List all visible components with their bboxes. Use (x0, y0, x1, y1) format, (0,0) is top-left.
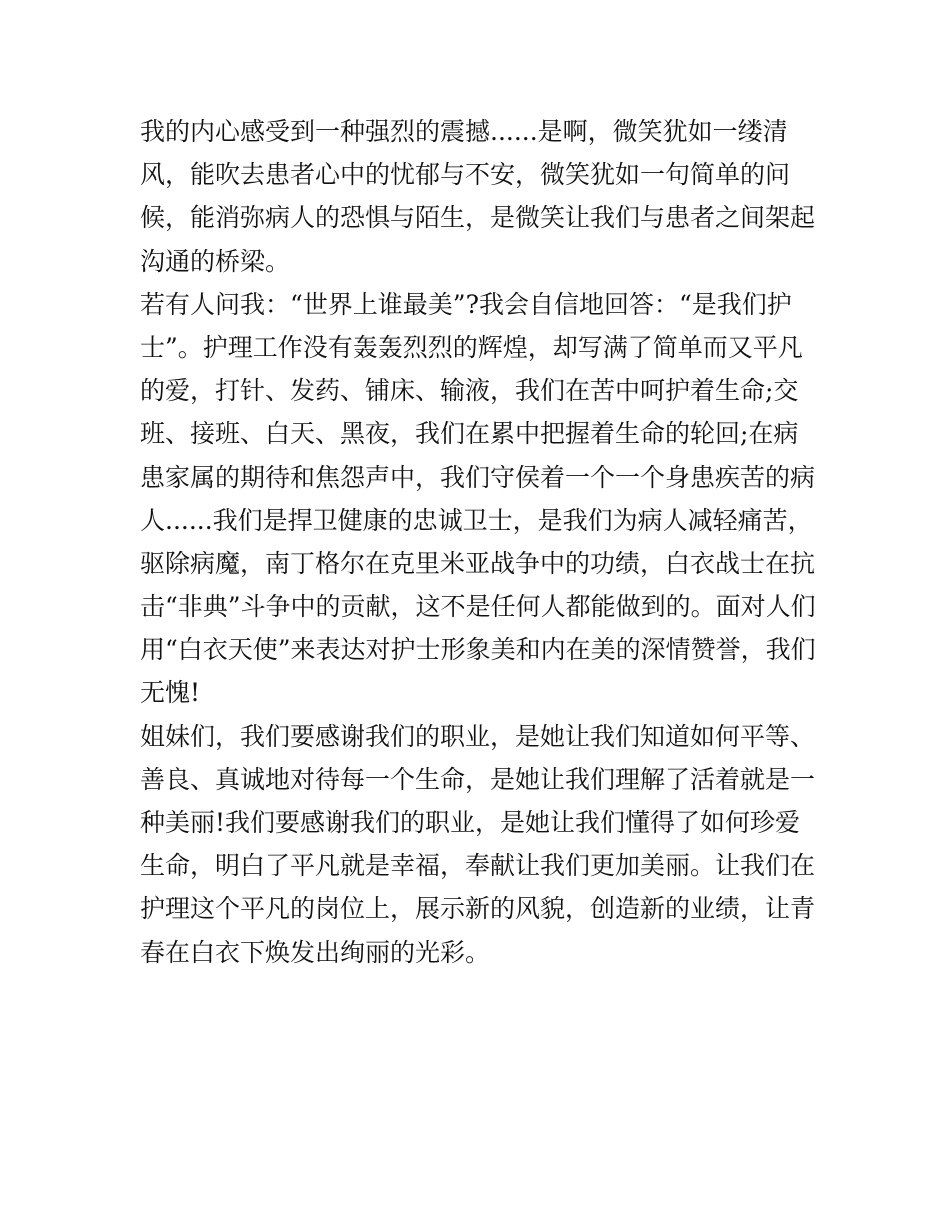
text-line: 风，能吹去患者心中的忧郁与不安，微笑犹如一句简单的问 (140, 160, 791, 190)
text-line: 击“非典”斗争中的贡献，这不是任何人都能做到的。面对人们 (140, 592, 816, 622)
text-line: 生命，明白了平凡就是幸福，奉献让我们更加美丽。让我们在 (140, 851, 816, 881)
text-line: 患家属的期待和焦怨声中，我们守侯着一个一个身患疾苦的病 (140, 462, 816, 492)
text-line: 候，能消弥病人的恐惧与陌生，是微笑让我们与患者之间架起 (140, 203, 816, 233)
text-line: 若有人问我：“世界上谁最美”?我会自信地回答：“是我们护 (140, 289, 792, 319)
text-line: 士”。护理工作没有轰轰烈烈的辉煌，却写满了简单而又平凡 (140, 332, 803, 362)
text-line: 的爱，打针、发药、铺床、输液，我们在苦中呵护着生命;交 (140, 376, 799, 406)
text-line: 我的内心感受到一种强烈的震撼......是啊，微笑犹如一缕清 (140, 117, 788, 146)
text-line: 春在白衣下焕发出绚丽的光彩。 (140, 937, 491, 967)
text-line: 人......我们是捍卫健康的忠诚卫士，是我们为病人减轻痛苦， (140, 505, 813, 535)
text-line: 用“白衣天使”来表达对护士形象美和内在美的深情赞誉，我们 (140, 635, 816, 665)
text-line: 善良、真诚地对待每一个生命，是她让我们理解了活着就是一 (140, 764, 816, 794)
text-line: 驱除病魔，南丁格尔在克里米亚战争中的功绩，白衣战士在抗 (140, 548, 816, 578)
text-line: 护理这个平凡的岗位上，展示新的风貌，创造新的业绩，让青 (140, 894, 816, 924)
text-line: 沟通的桥梁。 (140, 246, 291, 276)
text-line: 班、接班、白天、黑夜，我们在累中把握着生命的轮回;在病 (140, 419, 799, 449)
text-line: 种美丽!我们要感谢我们的职业，是她让我们懂得了如何珍爱 (140, 808, 801, 837)
document-body (140, 110, 820, 974)
text-line: 姐妹们，我们要感谢我们的职业，是她让我们知道如何平等、 (140, 721, 816, 751)
text-line: 无愧! (140, 678, 201, 708)
